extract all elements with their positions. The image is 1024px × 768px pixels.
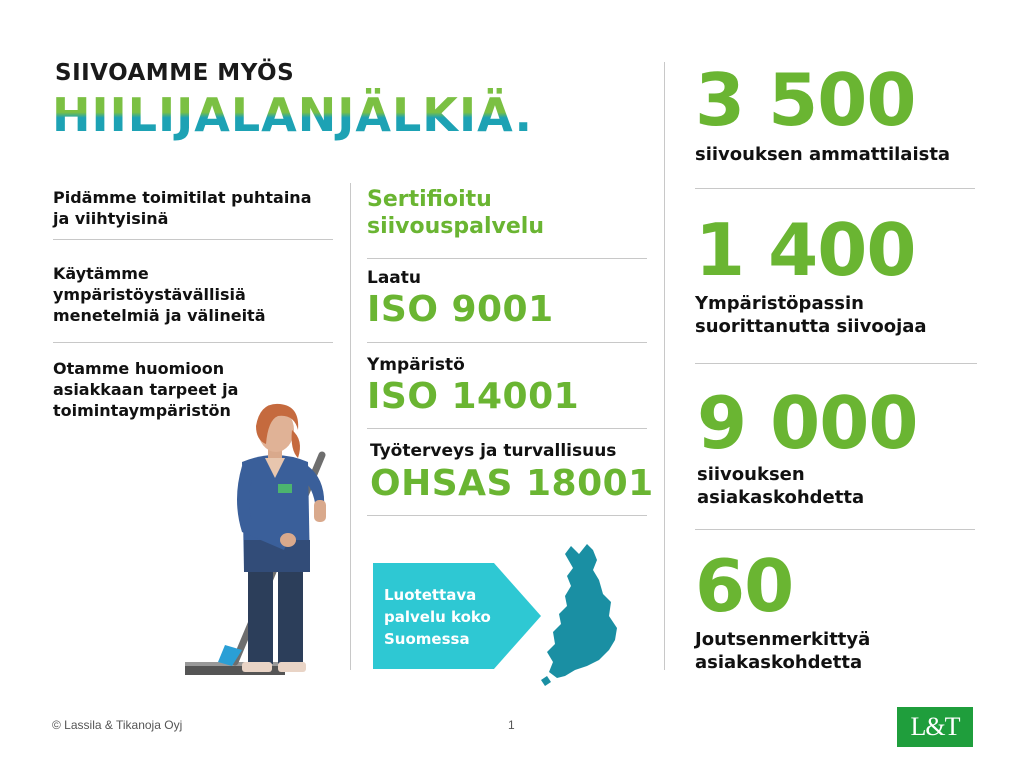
column-separator <box>350 183 351 670</box>
bullet-2: Käytämme ympäristöystävällisiä menetelmiä ja välineitä <box>53 264 266 325</box>
divider <box>695 529 975 530</box>
divider <box>695 363 977 364</box>
kicker-title: SIIVOAMME MYÖS <box>55 60 295 86</box>
copyright-text: © Lassila & Tikanoja Oyj <box>52 718 183 732</box>
divider <box>367 515 647 516</box>
logo-text: L&T <box>910 712 960 741</box>
divider <box>695 188 975 189</box>
bullet-1: Pidämme toimitilat puhtaina ja viihtyisinä <box>53 188 312 228</box>
page-number: 1 <box>508 718 515 732</box>
stat-value-swan-label: 60 <box>695 544 794 628</box>
divider <box>367 428 647 429</box>
cert-code-safety: OHSAS 18001 <box>370 463 654 504</box>
bullet-3: Otamme huomioon asiakkaan tarpeet ja toimintaympäristön <box>53 359 239 420</box>
divider <box>367 258 647 259</box>
divider <box>53 239 333 240</box>
cert-code-environment: ISO 14001 <box>367 376 580 417</box>
stat-value-client-sites: 9 000 <box>697 381 918 465</box>
finland-map-icon <box>535 540 630 690</box>
stat-label-swan-label: Joutsenmerkittyä asiakaskohdetta <box>695 629 871 673</box>
cert-label-environment: Ympäristö <box>367 355 465 375</box>
stat-label-client-sites: siivouksen asiakaskohdetta <box>697 464 865 508</box>
stat-value-environmental-passport: 1 400 <box>695 208 916 292</box>
headline-title: HIILIJALANJÄLKIÄ. <box>52 88 533 142</box>
column-separator <box>664 62 665 670</box>
stat-label-professionals: siivouksen ammattilaista <box>695 144 951 165</box>
certification-heading: Sertifioitu siivouspalvelu <box>367 187 544 239</box>
callout-text: Luotettava palvelu koko Suomessa <box>384 586 491 648</box>
stat-value-professionals: 3 500 <box>695 58 916 142</box>
cert-label-quality: Laatu <box>367 268 422 288</box>
cert-label-safety: Työterveys ja turvallisuus <box>370 441 617 461</box>
cleaner-illustration <box>180 400 340 685</box>
divider <box>367 342 647 343</box>
cert-code-quality: ISO 9001 <box>367 289 554 330</box>
divider <box>53 342 333 343</box>
stat-label-environmental-passport: Ympäristöpassin suorittanutta siivoojaa <box>695 293 927 337</box>
company-logo <box>897 707 973 747</box>
